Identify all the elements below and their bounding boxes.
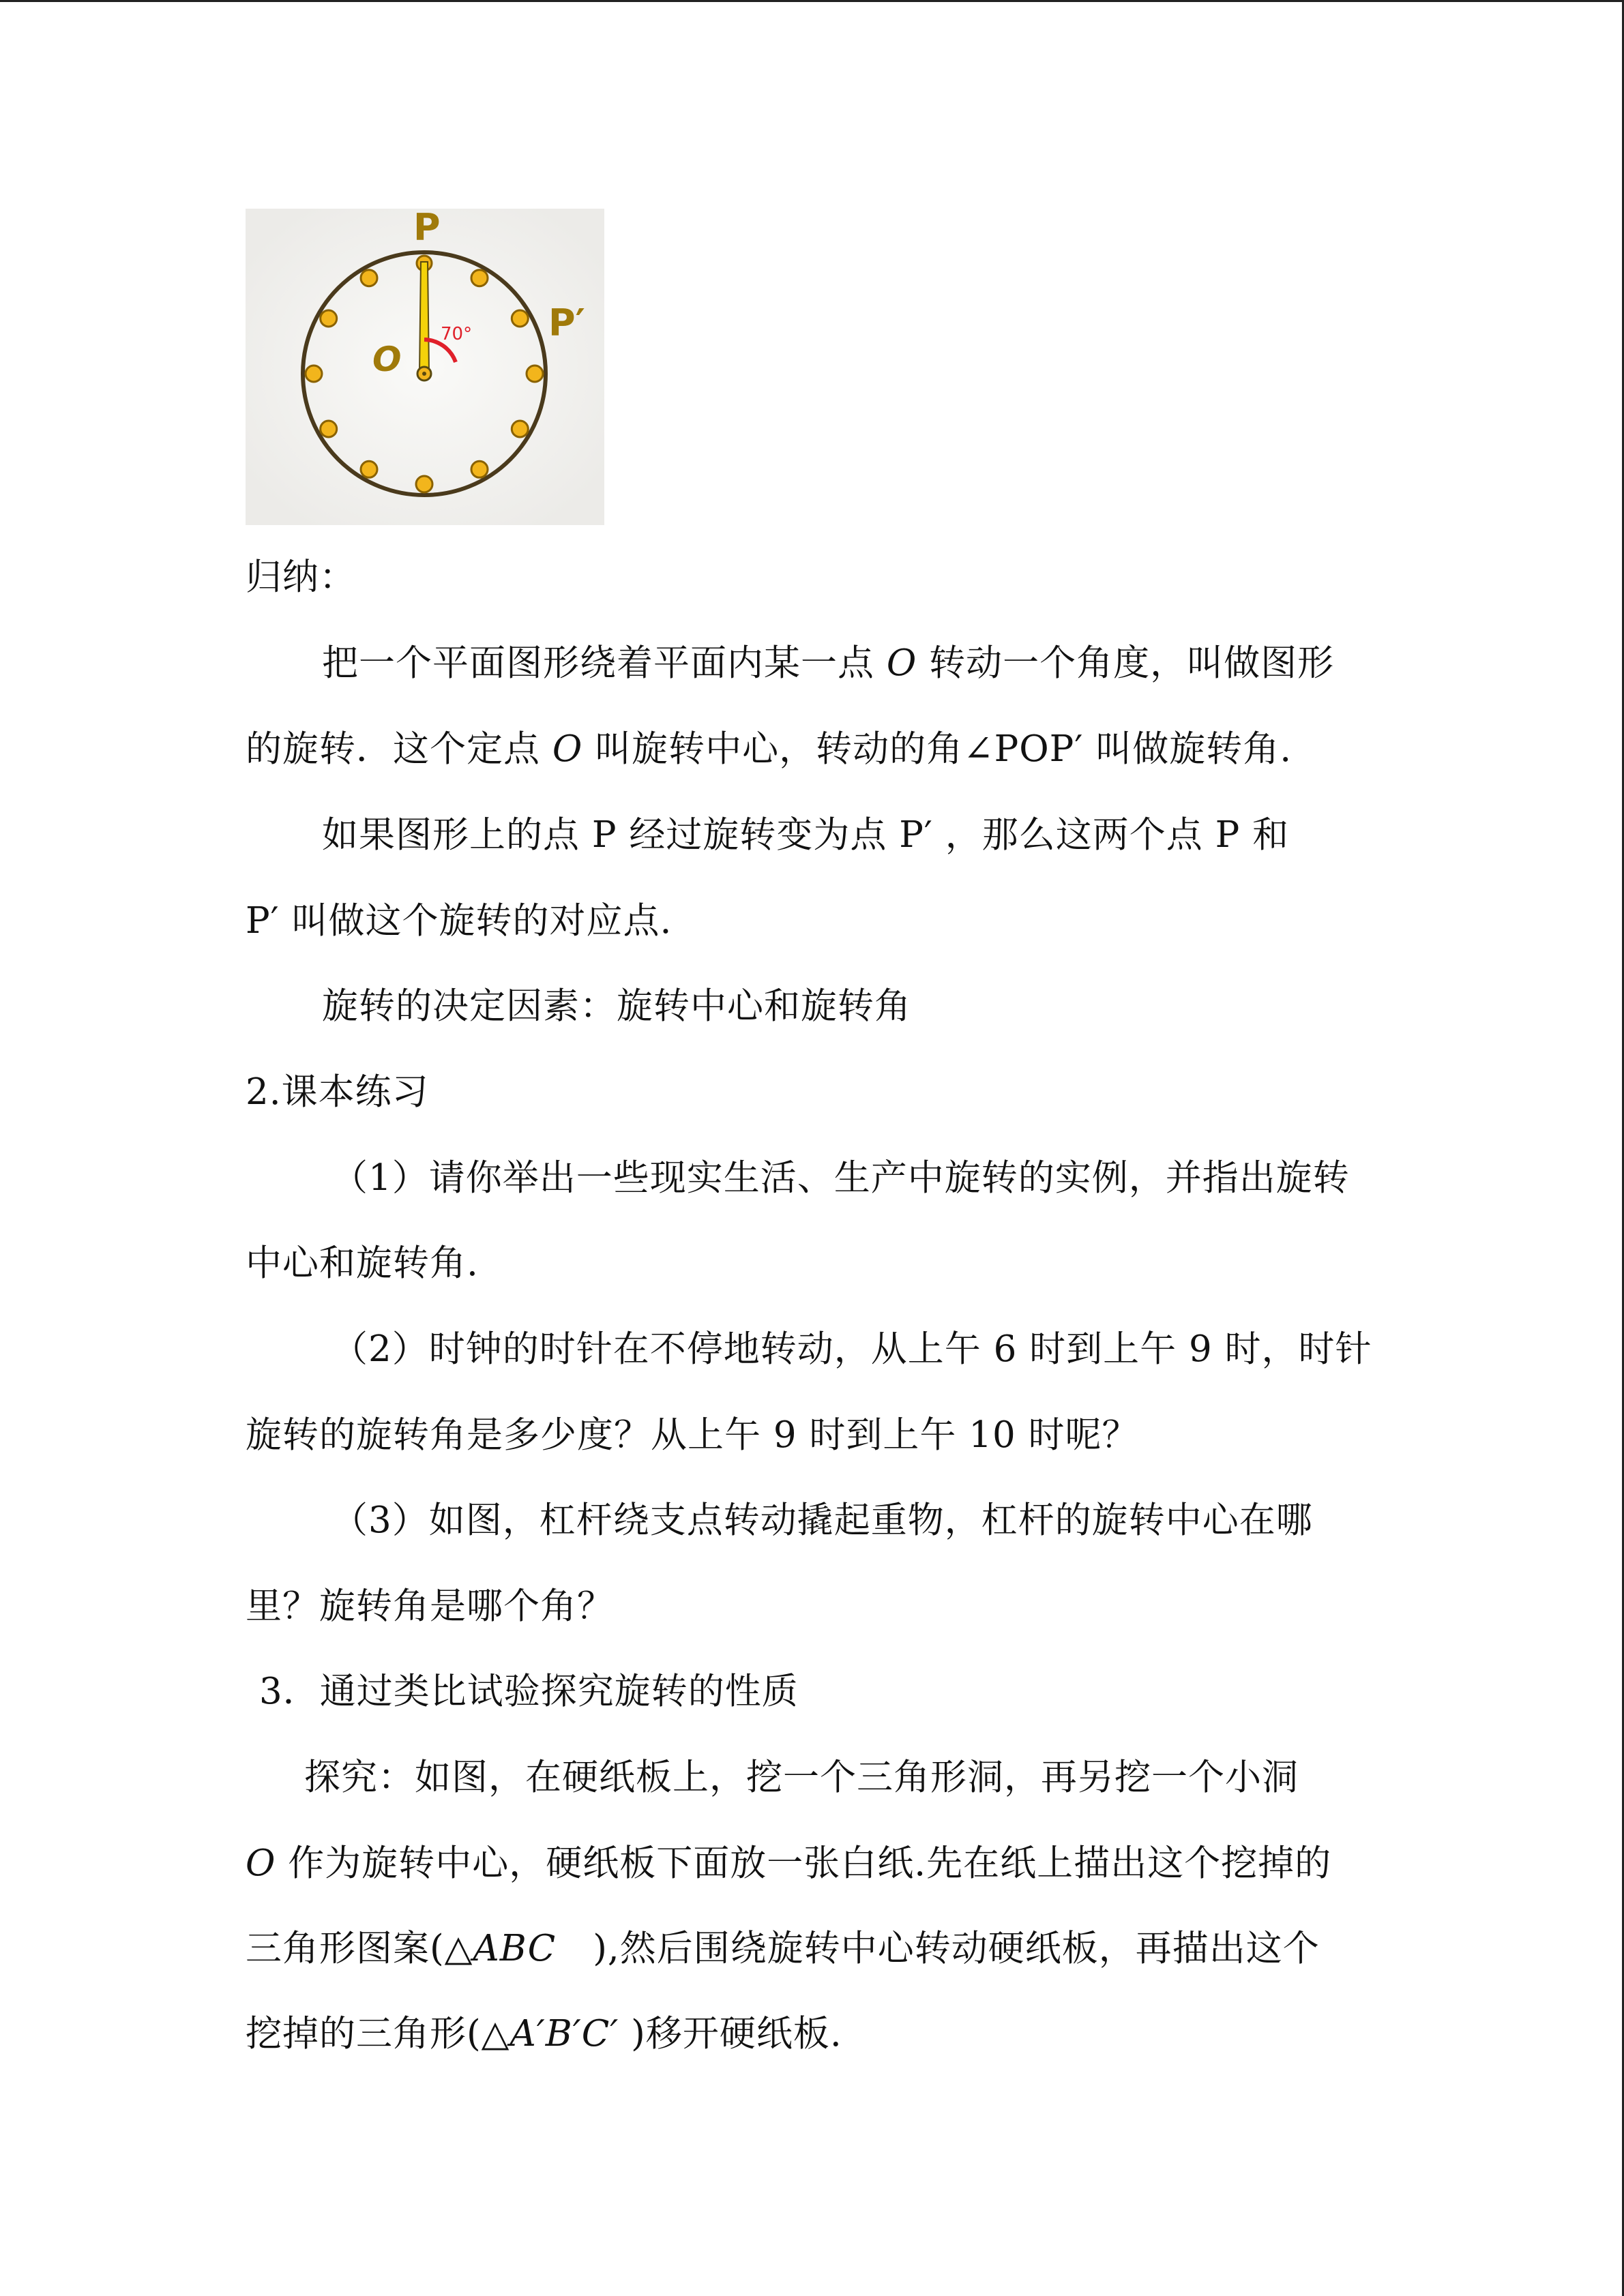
determining-factors: 旋转的决定因素：旋转中心和旋转角 <box>322 985 911 1027</box>
definition-line-1 <box>322 640 1334 687</box>
center-pin <box>422 372 426 376</box>
triangle-abc: ABC <box>473 1928 557 1969</box>
hour-dot <box>361 270 377 286</box>
point-o: O <box>246 1843 276 1884</box>
hour-dot <box>512 310 528 327</box>
text-run: 三角形图案(△ <box>246 1928 473 1969</box>
exercise-3-line-2: 里？旋转角是哪个角？ <box>246 1585 614 1627</box>
section-textbook-exercises: 2.课本练习 <box>246 1071 429 1113</box>
explore-line-1: 探究：如图，在硬纸板上，挖一个三角形洞，再另挖一个小洞 <box>304 1757 1299 1798</box>
hour-dot <box>321 310 337 327</box>
summary-heading: 归纳： <box>246 556 356 598</box>
definition-line-2 <box>246 726 1292 773</box>
hour-dot <box>416 476 432 492</box>
label-p-prime: P′ <box>548 301 585 344</box>
corresponding-point-line-1: 如果图形上的点 P 经过旋转变为点 P′ ，那么这两个点 P 和 <box>322 814 1290 856</box>
text-run: 转动一个角度，叫做图形 <box>917 642 1335 684</box>
text-run: 挖掉的三角形(△ <box>246 2013 510 2055</box>
section-rotation-properties: 3．通过类比试验探究旋转的性质 <box>259 1671 799 1712</box>
clock-diagram <box>246 209 604 525</box>
exercise-1-line-2: 中心和旋转角. <box>246 1242 479 1284</box>
exercise-1-line-1: （1）请你举出一些现实生活、生产中旋转的实例，并指出旋转 <box>331 1157 1350 1199</box>
explore-line-3 <box>246 1925 1320 1973</box>
exercise-3-line-1: （3）如图，杠杆绕支点转动撬起重物，杠杆的旋转中心在哪 <box>331 1500 1313 1541</box>
text-run: 的旋转．这个定点 <box>246 728 552 770</box>
point-o: O <box>552 728 583 770</box>
hour-dot <box>527 366 543 382</box>
hour-dot <box>361 461 377 477</box>
exercise-2-line-1: （2）时钟的时针在不停地转动，从上午 6 时到上午 9 时，时针 <box>331 1328 1372 1370</box>
explore-line-4 <box>246 2010 842 2058</box>
text-run: 把一个平面图形绕着平面内某一点 <box>322 642 887 684</box>
text-run: ),然后围绕旋转中心转动硬纸板，再描出这个 <box>556 1928 1320 1969</box>
exercise-2-line-2: 旋转的旋转角是多少度？从上午 9 时到上午 10 时呢？ <box>246 1414 1139 1456</box>
rotation-clock-figure <box>246 209 604 525</box>
hour-dot <box>471 461 488 477</box>
label-o: O <box>372 340 402 379</box>
hour-dot <box>321 421 337 437</box>
explore-line-2 <box>246 1840 1331 1888</box>
label-p: P <box>413 209 441 249</box>
hour-dot <box>306 366 322 382</box>
triangle-a-b-c-prime: A′B′C′ <box>510 2013 619 2055</box>
point-o: O <box>886 642 917 684</box>
text-run: )移开硬纸板. <box>619 2013 842 2055</box>
angle-label: 70° <box>441 324 473 344</box>
page-border-top <box>0 0 1624 2</box>
corresponding-point-line-2: P′ 叫做这个旋转的对应点. <box>246 900 673 942</box>
hour-dot <box>512 421 528 437</box>
text-run: 作为旋转中心，硬纸板下面放一张白纸.先在纸上描出这个挖掉的 <box>276 1843 1332 1884</box>
text-run: 叫旋转中心，转动的角∠POP′ 叫做旋转角. <box>582 728 1293 770</box>
hour-dot <box>471 270 488 286</box>
hand-op <box>419 262 429 372</box>
